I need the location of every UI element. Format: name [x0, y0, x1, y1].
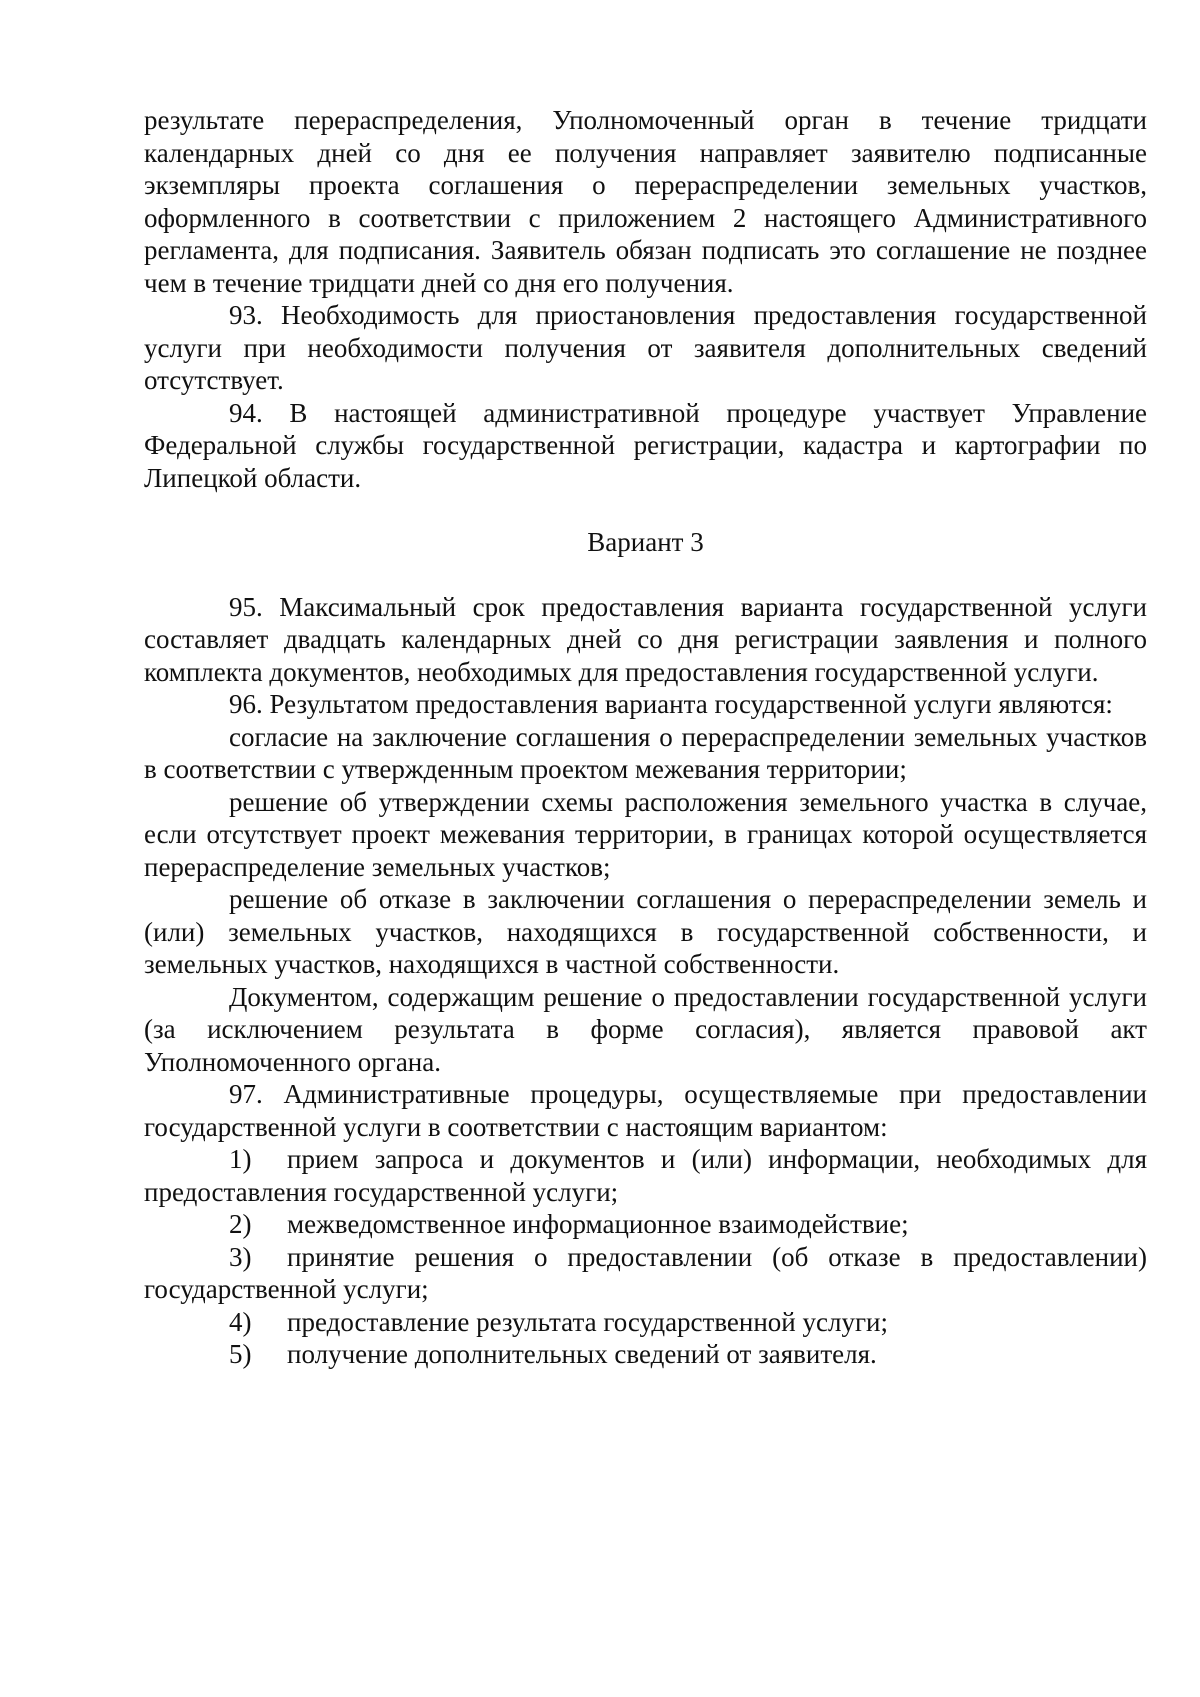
paragraph-94: 94. В настоящей административной процедуре участвует Управление Федеральной службы государственной регистрации, кадастра и картографии по Липецкой области.: [144, 397, 1147, 493]
list-item-text: принятие решения о предоставлении (об отказе в предоставлении) государственной услуги;: [144, 1241, 1147, 1304]
list-item-text: межведомственное информационное взаимодействие;: [287, 1209, 909, 1239]
paragraph-96: 96. Результатом предоставления варианта государственной услуги являются:: [229, 689, 1113, 719]
paragraph-97: 97. Административные процедуры, осуществляемые при предоставлении государственной услуги в соответствии с настоящим вариантом:: [144, 1079, 1147, 1142]
paragraph-95: 95. Максимальный срок предоставления варианта государственной услуги составляет двадцать календарных дней со дня регистрации заявления и полного комплекта документов, необходимых для предоставления государственной услуги.: [144, 591, 1147, 687]
document-page: [144, 104, 1147, 1371]
list-item-text: предоставление результата государственной услуги;: [287, 1306, 888, 1337]
result-item-scheme-approval: решение об утверждении схемы расположения земельного участка в случае, если отсутствует проект межевания территории, в границах которой осуществляется перераспределение земельных участков;: [144, 786, 1147, 882]
list-item-text: прием запроса и документов и (или) информации, необходимых для предоставления государственной услуги;: [144, 1144, 1147, 1207]
result-item-consent: согласие на заключение соглашения о перераспределении земельных участков в соответствии с утвержденным проектом межевания территории;: [144, 721, 1147, 784]
procedure-list-item: [144, 1208, 1147, 1241]
paragraph-decision-document: Документом, содержащим решение о предоставлении государственной услуги (за исключением результата в форме согласия), является правовой акт Уполномоченного органа.: [144, 981, 1147, 1077]
result-item-refusal: решение об отказе в заключении соглашения о перераспределении земель и (или) земельных участков, находящихся в государственной собственности, и земельных участков, находящихся в частной собственности.: [144, 884, 1147, 979]
list-item-number: 2): [229, 1209, 252, 1239]
procedure-list-item: [144, 1143, 1147, 1208]
paragraph-93: 93. Необходимость для приостановления предоставления государственной услуги при необходимости получения от заявителя дополнительных сведений отсутствует.: [144, 300, 1147, 395]
procedure-list-item: [144, 1306, 1147, 1339]
procedure-list-item: [144, 1338, 1147, 1371]
list-item-number: 3): [229, 1241, 252, 1272]
section-heading-variant-3: Вариант 3: [587, 527, 704, 557]
list-item-number: 4): [229, 1306, 252, 1337]
paragraph-continuation: результате перераспределения, Уполномоченный орган в течение тридцати календарных дней со дня ее получения направляет заявителю подписанные экземпляры проекта соглашения о перераспределении земельных участков, оформленного в соответствии с приложением 2 настоящего Административного регламента, для подписания. Заявитель обязан подписать это соглашение не позднее чем в течение тридцати дней со дня его получения.: [144, 105, 1147, 298]
list-item-number: 1): [229, 1144, 252, 1174]
list-item-text: получение дополнительных сведений от заявителя.: [287, 1339, 877, 1369]
list-item-number: 5): [229, 1339, 252, 1369]
procedure-list-item: [144, 1241, 1147, 1306]
